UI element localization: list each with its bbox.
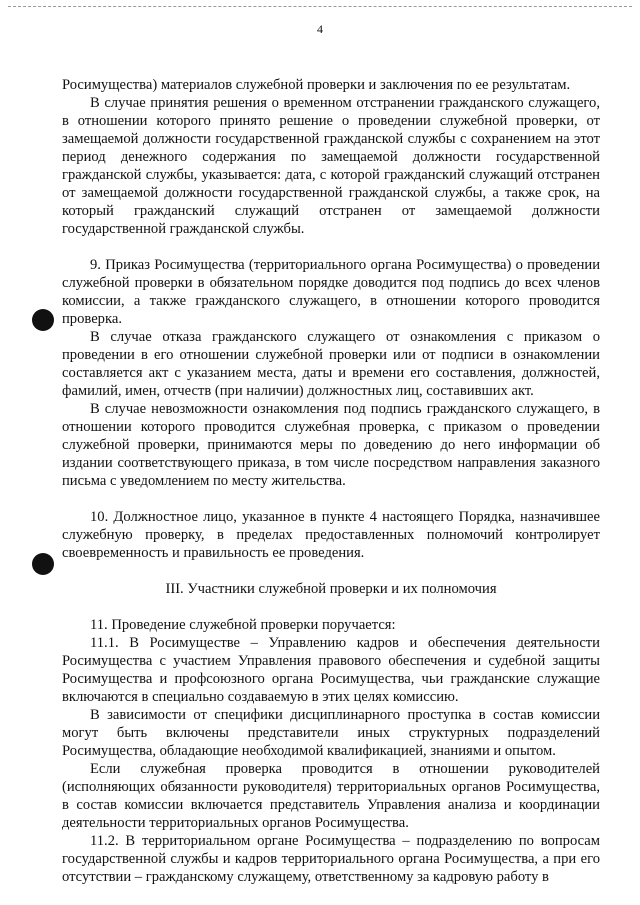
- hole-punch-mark: [32, 553, 54, 575]
- paragraph: В случае невозможности ознакомления под подпись гражданского служащего, в отношении которого проводится служебная проверка, с приказом о проведении служебной проверки, принимаются меры по доведению до него информации об издании соответствующего приказа, в том числе посредством направления заказного письма с уведомлением по месту жительства.: [62, 401, 600, 489]
- paragraph: В зависимости от специфики дисциплинарного проступка в состав комиссии могут быть включены представители иных структурных подразделений Росимущества, обладающие необходимой квалификацией, знаниями и опытом.: [62, 707, 600, 759]
- paragraph: 11.1. В Росимуществе – Управлению кадров и обеспечения деятельности Росимущества с участием Управления правового обеспечения и судебной защиты Росимущества и профсоюзного органа Росимущества, чьи гражданские служащие включаются в специально создаваемую в этих целях комиссию.: [62, 635, 600, 705]
- paragraph: 11.2. В территориальном органе Росимущества – подразделению по вопросам государственной службы и кадров территориального органа Росимущества, а при его отсутствии – гражданскому служащему, ответственному за кадровую работу в: [62, 833, 600, 885]
- paragraph: В случае отказа гражданского служащего от ознакомления с приказом о проведении в его отношении служебной проверки или от подписи в ознакомлении составляется акт с указанием места, даты и времени его составления, должностей, фамилий, имен, отчеств (при наличии) должностных лиц, составивших акт.: [62, 329, 600, 399]
- paragraph: Если служебная проверка проводится в отношении руководителей (исполняющих обязанности руководителя) территориальных органов Росимущества, в состав комиссии включается представитель Управления анализа и координации деятельности территориальных органов Росимущества.: [62, 761, 600, 831]
- paragraph: 9. Приказ Росимущества (территориального органа Росимущества) о проведении служебной проверки в обязательном порядке доводится под подпись до всех членов комиссии, а также гражданского служащего, в отношении которого проводится проверка.: [62, 257, 600, 327]
- paragraph: Росимущества) материалов служебной проверки и заключения по ее результатам.: [62, 77, 571, 93]
- scan-top-edge: [8, 6, 632, 8]
- hole-punch-mark: [32, 309, 54, 331]
- section-heading: III. Участники служебной проверки и их полномочия: [165, 581, 497, 597]
- paragraph: 11. Проведение служебной проверки поручается:: [90, 617, 396, 633]
- paragraph: 10. Должностное лицо, указанное в пункте 4 настоящего Порядка, назначившее служебную проверку, в пределах предоставленных полномочий контролирует своевременность и правильность ее проведения.: [62, 509, 600, 561]
- document-body: [62, 76, 600, 886]
- page-number: 4: [317, 22, 323, 36]
- paragraph: В случае принятия решения о временном отстранении гражданского служащего, в отношении которого принято решение о проведении служебной проверки, от замещаемой должности государственной гражданской службы с сохранением на этот период денежного содержания по замещаемой должности государственной гражданской службы, указывается: дата, с которой гражданский служащий отстранен от замещаемой должности государственной гражданской службы, а также срок, на который гражданский служащий отстранен от замещаемой должности государственной гражданской службы.: [62, 95, 600, 237]
